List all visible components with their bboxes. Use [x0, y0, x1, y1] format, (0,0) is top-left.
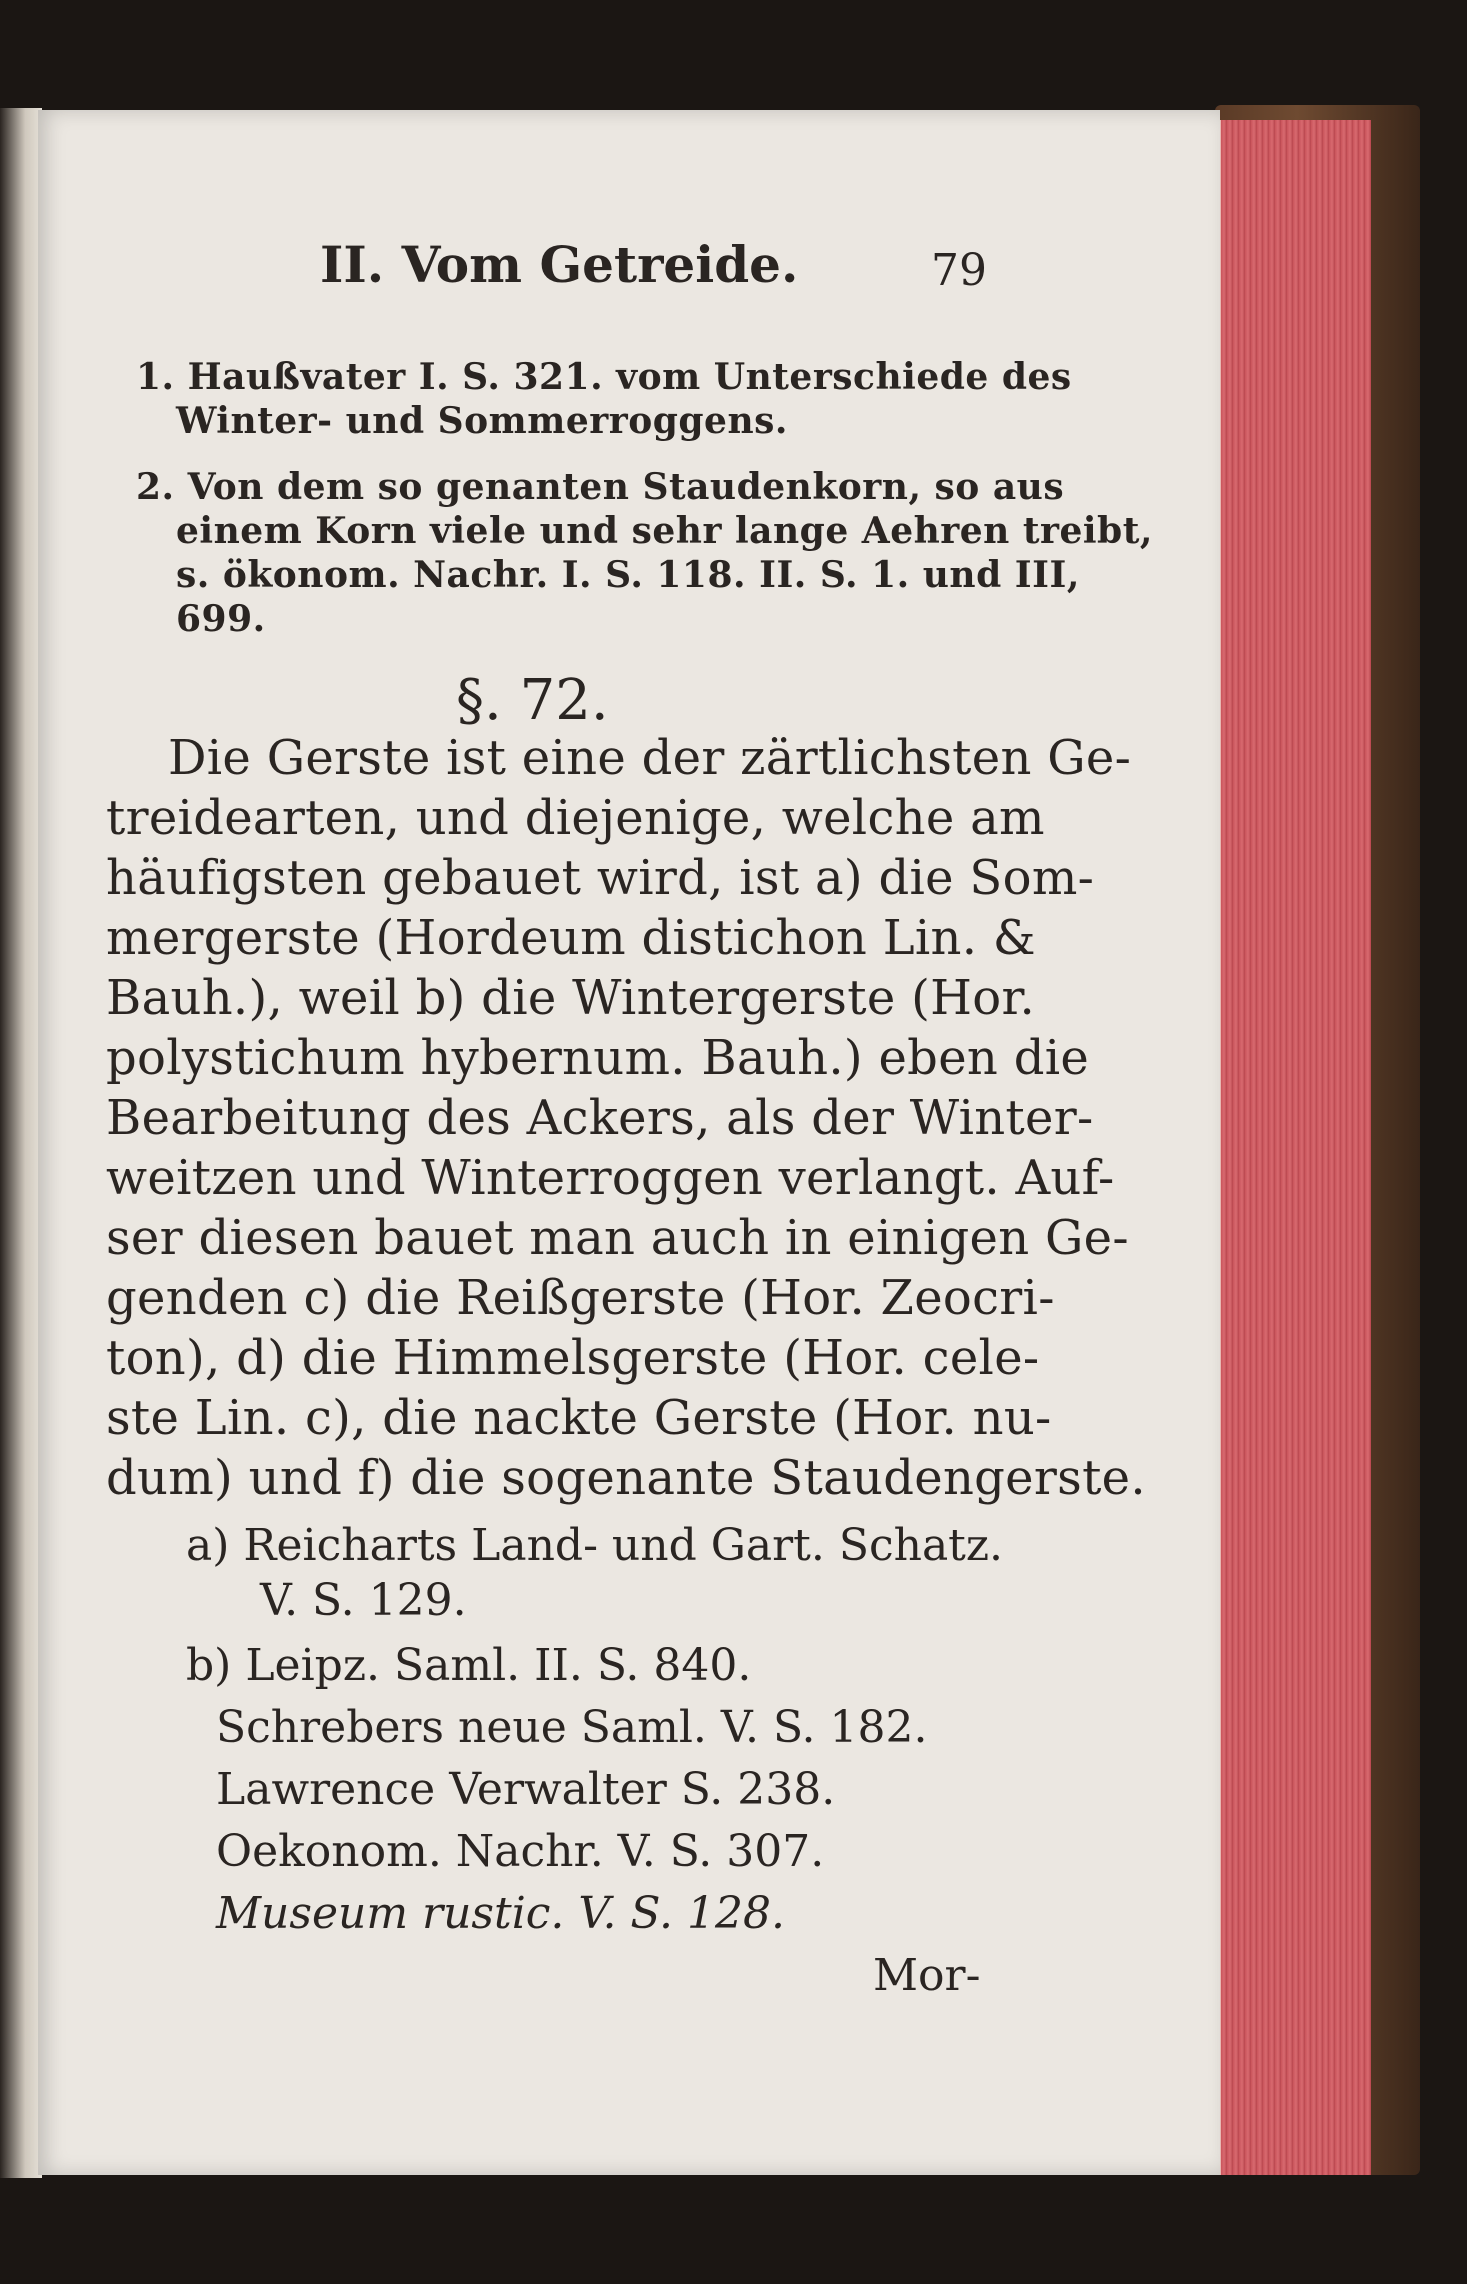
body-line: mergerste (Hordeum distichon Lin. &	[106, 910, 1036, 966]
body-line: weitzen und Winterroggen verlangt. Auf-	[106, 1150, 1115, 1206]
catchword: Mor-	[873, 1950, 981, 2001]
footnote-line: 2. Von dem so genanten Staudenkorn, so aus	[136, 466, 1065, 508]
body-line: ton), d) die Himmelsgerste (Hor. cele-	[106, 1330, 1040, 1386]
footnote-line: 699.	[176, 598, 266, 640]
reference-line: Lawrence Verwalter S. 238.	[216, 1764, 836, 1815]
page-edges	[1218, 120, 1371, 2175]
body-line: polystichum hybernum. Bauh.) eben die	[106, 1030, 1090, 1086]
footnote-line: s. ökonom. Nachr. I. S. 118. II. S. 1. und III,	[176, 554, 1080, 596]
reference-line: V. S. 129.	[260, 1575, 467, 1626]
book-page	[38, 110, 1220, 2175]
body-line: Bearbeitung des Ackers, als der Winter-	[106, 1090, 1094, 1146]
reference-line: Schrebers neue Saml. V. S. 182.	[216, 1702, 928, 1753]
page-number: 79	[931, 245, 987, 296]
running-head-title: II. Vom Getreide.	[320, 235, 799, 294]
body-line: ser diesen bauet man auch in einigen Ge-	[106, 1210, 1129, 1266]
body-line: Bauh.), weil b) die Wintergerste (Hor.	[106, 970, 1036, 1026]
body-line: häufigsten gebauet wird, ist a) die Som-	[106, 850, 1095, 906]
reference-line: a) Reicharts Land- und Gart. Schatz.	[186, 1520, 1004, 1571]
body-line: genden c) die Reißgerste (Hor. Zeocri-	[106, 1270, 1055, 1326]
body-line: dum) und f) die sogenante Staudengerste.	[106, 1450, 1146, 1506]
body-line: ste Lin. c), die nackte Gerste (Hor. nu-	[106, 1390, 1052, 1446]
reference-line: Museum rustic. V. S. 128.	[216, 1888, 785, 1939]
footnote-line: 1. Haußvater I. S. 321. vom Unterschiede des	[136, 356, 1072, 398]
section-number: §. 72.	[456, 668, 609, 733]
previous-page-edge	[0, 108, 42, 2178]
reference-line: Oekonom. Nachr. V. S. 307.	[216, 1826, 825, 1877]
body-line: Die Gerste ist eine der zärtlichsten Ge-	[168, 730, 1132, 786]
footnote-line: Winter- und Sommerroggens.	[176, 400, 788, 442]
footnote-line: einem Korn viele und sehr lange Aehren treibt,	[176, 510, 1153, 552]
reference-line: b) Leipz. Saml. II. S. 840.	[186, 1640, 752, 1691]
body-line: treidearten, und diejenige, welche am	[106, 790, 1045, 846]
